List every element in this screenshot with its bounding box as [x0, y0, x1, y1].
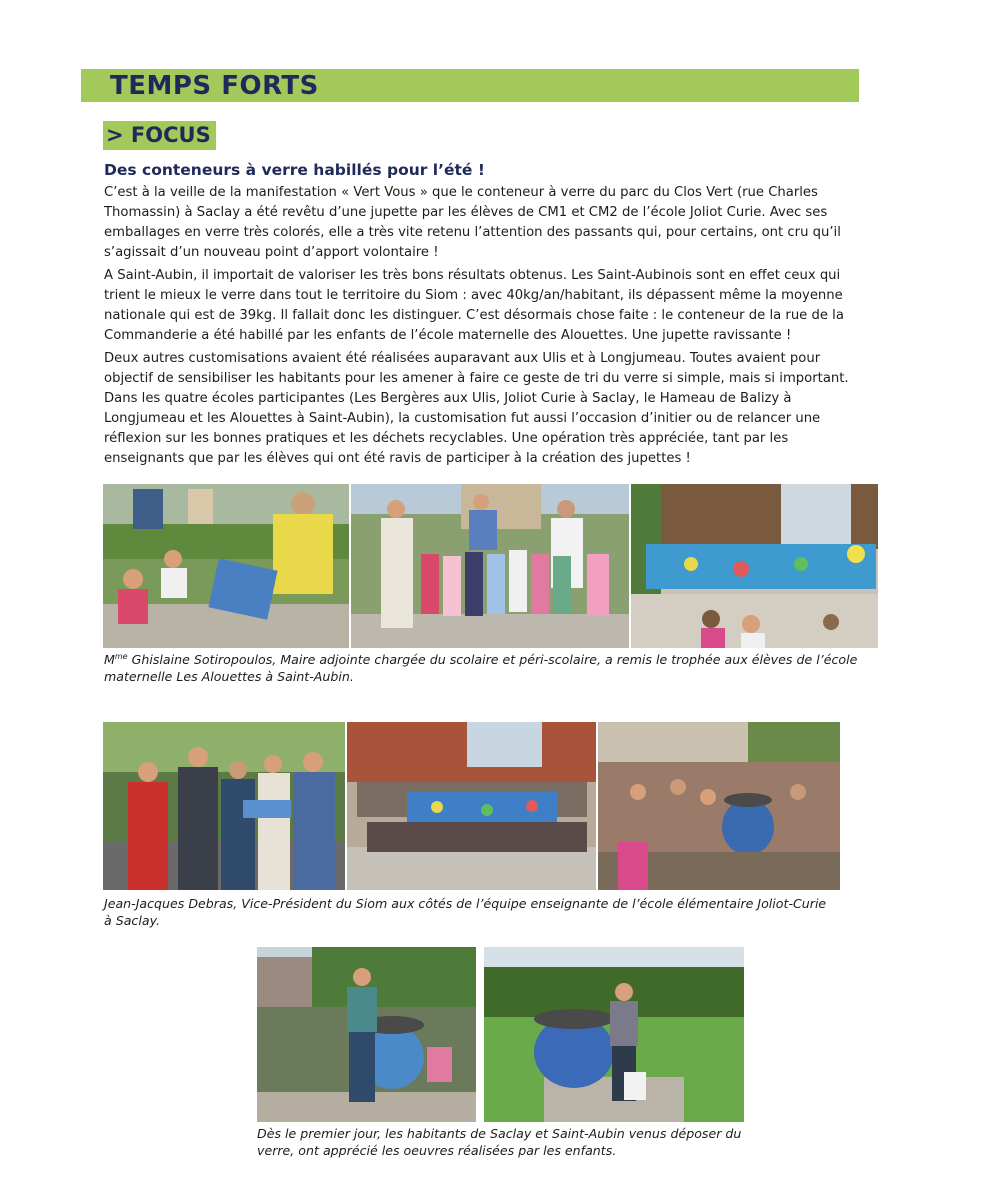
photo-trophy-presentation [103, 484, 349, 648]
article-paragraph-3: Deux autres customisations avaient été réalisées auparavant aux Ulis et à Longjumeau. Toutes avaient pour objectif de sensibiliser les habitants pour les amener à faire ce geste de tri du verre si simple, mais si important. Dans les quatre écoles participantes (Les Bergères aux Ulis, Joliot Curie à Saclay, le Hameau de Balizy à Longjumeau et les Alouettes à Saint-Aubin), la customisation fut aussi l’occasion d’initier ou de relancer une réflexion sur les bonnes pratiques et les déchets recyclables. Une opération très appréciée, tant par les enseignants que par les élèves qui ont été ravis de participer à la création des jupettes ! [104, 351, 849, 466]
caption-trophy-sup: me [114, 651, 128, 661]
caption-saclay-team: Jean-Jacques Debras, Vice-Président du Siom aux côtés de l’équipe enseignante de l’école élémentaire Joliot-Curie à Saclay. [104, 896, 827, 928]
article-paragraph-2: A Saint-Aubin, il importait de valoriser les très bons résultats obtenus. Les Saint-Aubinois sont en effet ceux qui trient le mieux le verre dans tout le territoire du Siom : avec 40kg/an/habitant, ils dépassent même la moyenne nationale qui est de 39kg. Il fallait donc les distinguer. C’est désormais chose faite : le conteneur de la rue de la Commanderie a été habillé par les enfants de l’école maternelle des Alouettes. Une jupette ravissante ! [104, 268, 844, 343]
photo-resident-depositing-saclay [257, 947, 476, 1122]
article-paragraph-1: C’est à la veille de la manifestation « Vert Vous » que le conteneur à verre du parc du Clos Vert (rue Charles Thomassin) à Saclay a été revêtu d’une jupette par les élèves de CM1 et CM2 de l’école Joliot Curie. Avec ses emballages en verre très colorés, elle a très vite retenu l’attention des passants qui, pour certains, ont cru qu’il s’agissait d’un nouveau point d’apport volontaire ! [104, 185, 841, 260]
photo-pupils-banner-saclay [347, 722, 596, 890]
photo-officials-team [103, 722, 345, 890]
article-title: Des conteneurs à verre habillés pour l’été ! [104, 161, 485, 179]
photo-pupils-container-saclay [598, 722, 840, 890]
caption-trophy-rest: Ghislaine Sotiropoulos, Maire adjointe chargée du scolaire et péri-scolaire, a remis le trophée aux élèves de l’école maternelle Les Alouettes à Saint-Aubin. [104, 652, 858, 684]
caption-residents: Dès le premier jour, les habitants de Saclay et Saint-Aubin venus déposer du verre, ont apprécié les oeuvres réalisées par les enfants. [257, 1126, 742, 1158]
caption-trophy [104, 651, 894, 685]
photo-children-banner-building [631, 484, 878, 648]
focus-tag [103, 121, 216, 150]
section-title: TEMPS FORTS [110, 71, 319, 101]
photo-resident-depositing-saint-aubin [484, 947, 744, 1122]
section-header-band [81, 69, 859, 102]
focus-label: > FOCUS [106, 123, 211, 147]
photo-children-group-saint-aubin [351, 484, 629, 648]
article-body [104, 183, 864, 472]
caption-trophy-prefix: M [104, 652, 115, 667]
